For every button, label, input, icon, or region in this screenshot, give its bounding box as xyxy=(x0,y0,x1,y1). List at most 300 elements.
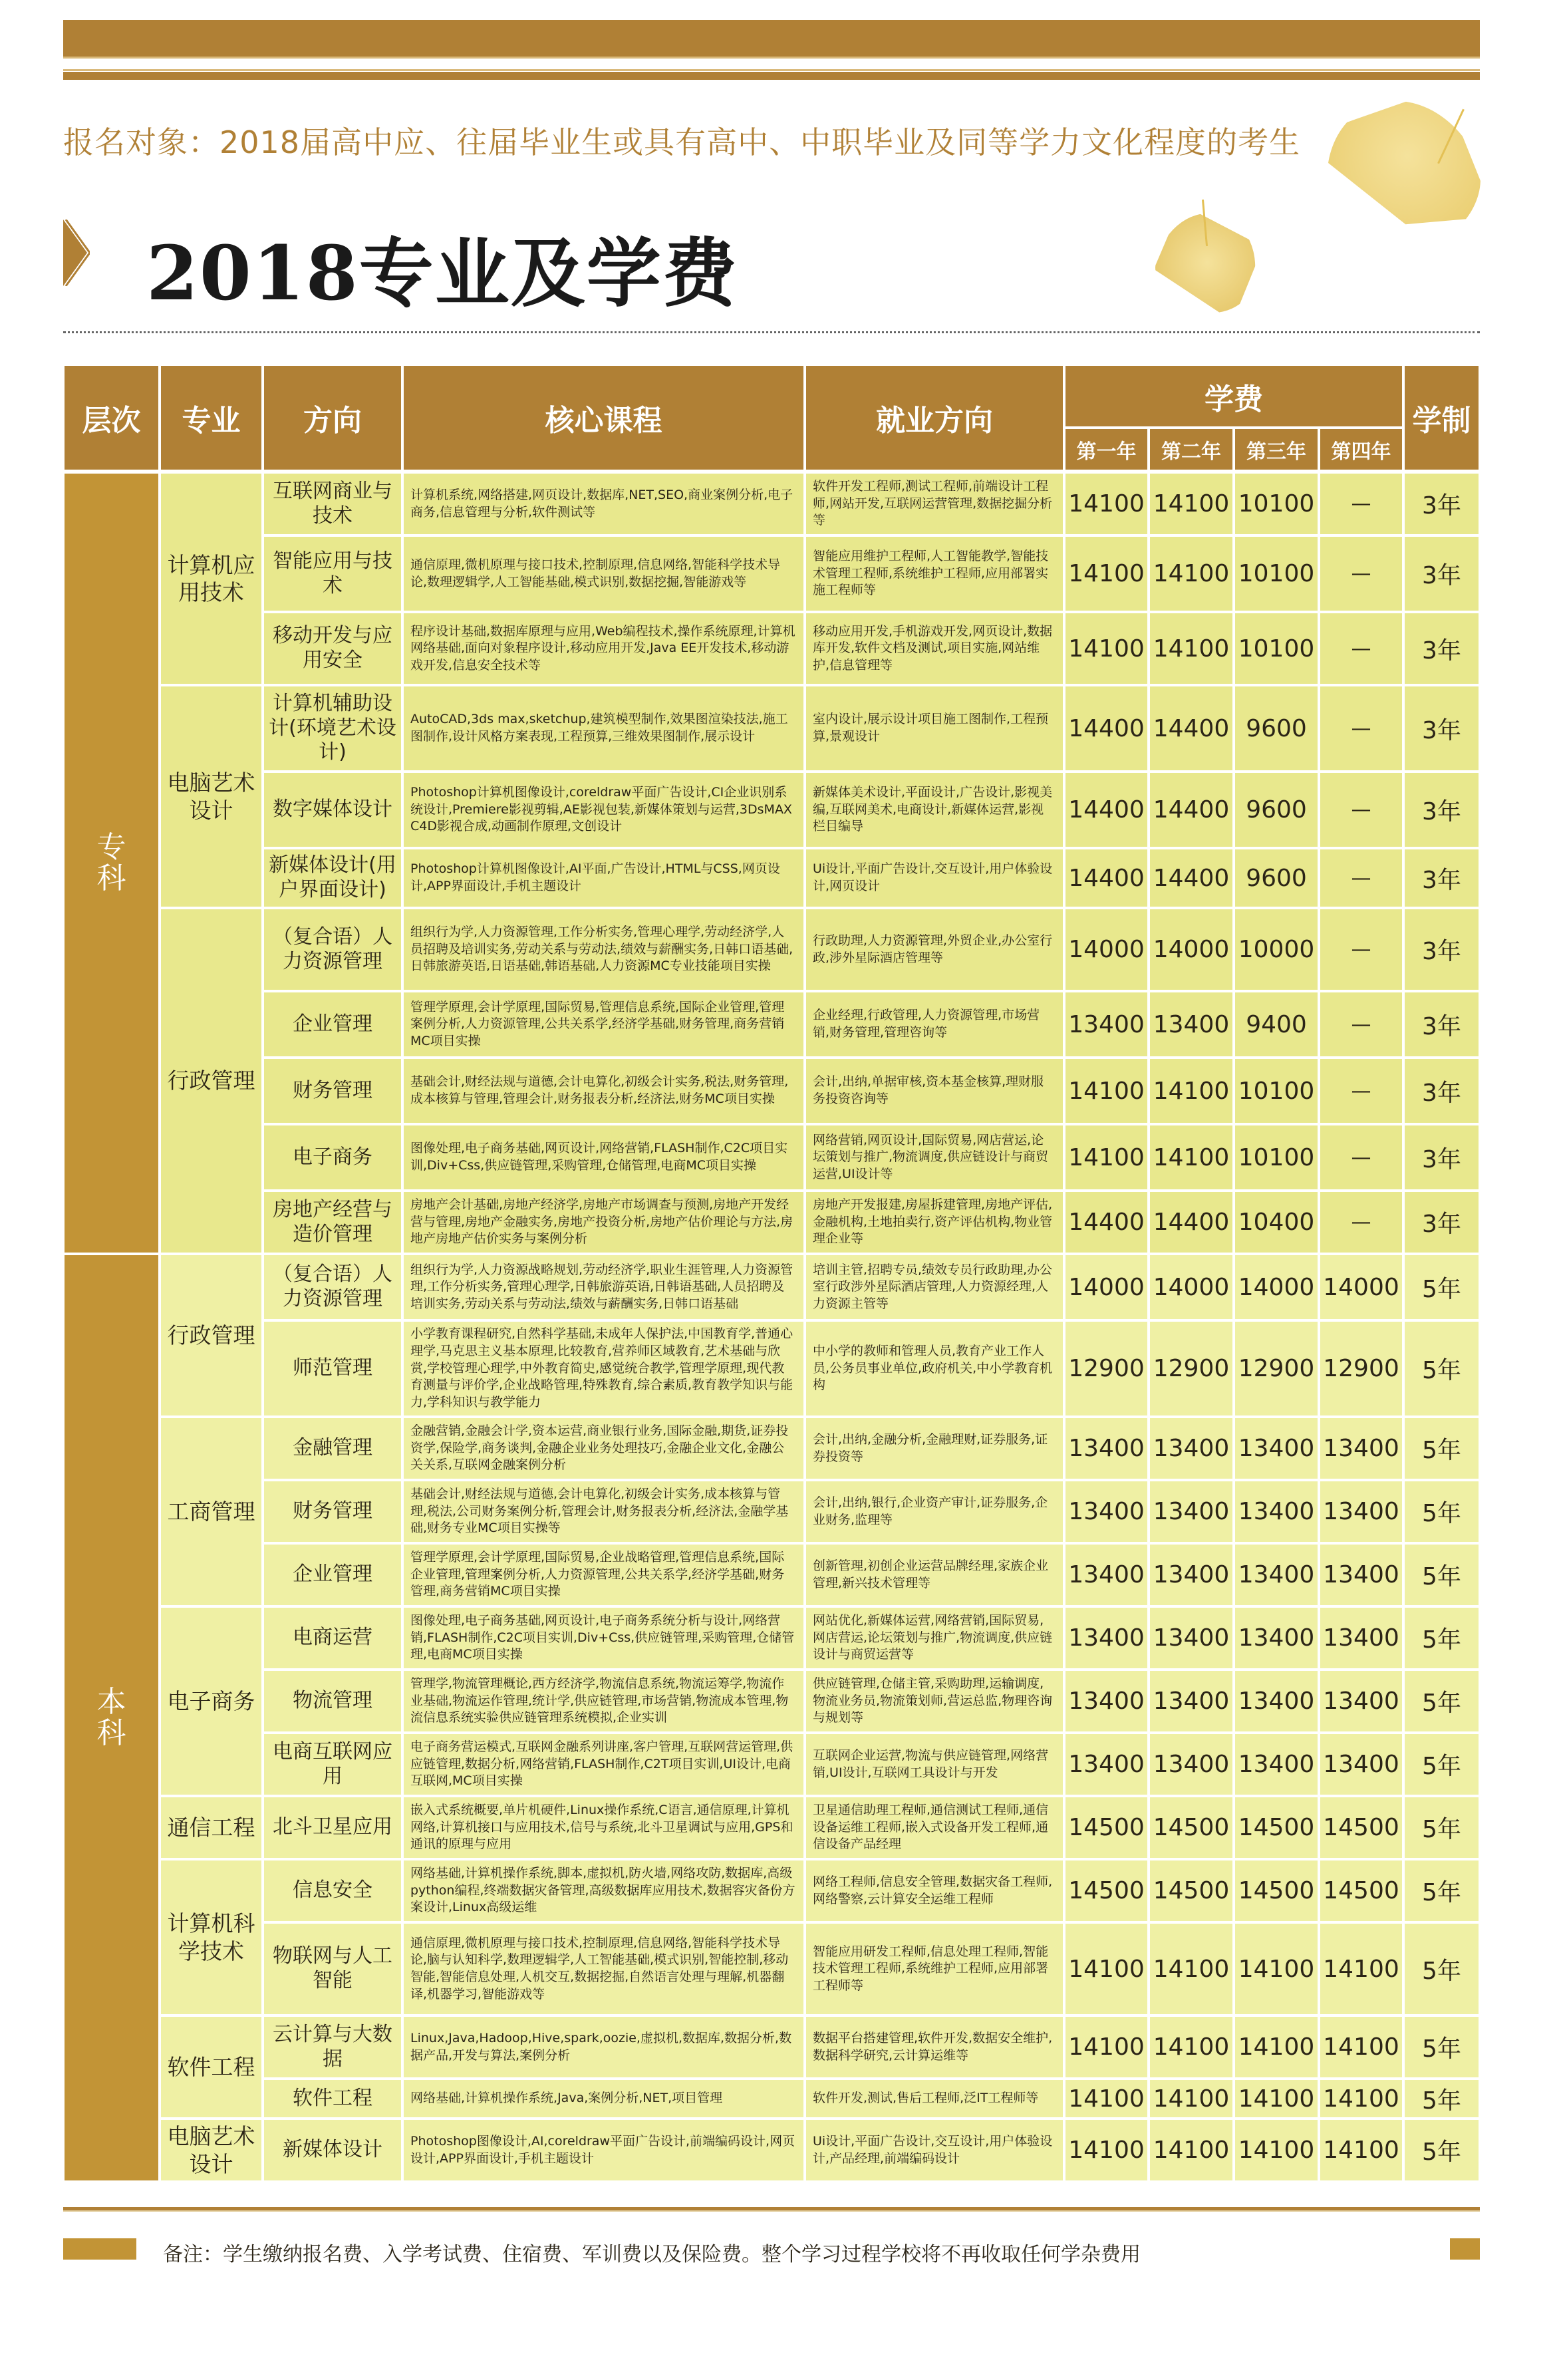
tuition-year1-cell xyxy=(1064,991,1149,1058)
tuition-year1-cell xyxy=(1064,772,1149,848)
tuition-year4-cell-text: 13400 xyxy=(1323,1498,1399,1525)
tuition-year2-cell-text: 12900 xyxy=(1153,1355,1230,1382)
career-cell xyxy=(805,612,1064,685)
core-courses-cell xyxy=(402,772,805,848)
tuition-year3-cell xyxy=(1234,2119,1319,2182)
tuition-year1-cell xyxy=(1064,612,1149,685)
tuition-year1-cell-text: 14500 xyxy=(1068,1814,1145,1841)
major-cell xyxy=(160,2015,263,2119)
tuition-year3-cell-text: 10400 xyxy=(1238,1209,1315,1236)
direction-cell-text: 财务管理 xyxy=(293,1078,372,1102)
core-courses-cell-text: 程序设计基础,数据库原理与应用,Web编程技术,操作系统原理,计算机网络基础,面向对象程序设计,移动应用开发,Java EE开发技术,移动游戏开发,信息安全技术等 xyxy=(410,623,795,672)
tuition-year2-cell xyxy=(1149,991,1234,1058)
tuition-year4-cell xyxy=(1319,1417,1403,1480)
tuition-year2-cell-text: 14100 xyxy=(1153,2085,1230,2113)
tuition-year1-cell xyxy=(1064,1254,1149,1320)
career-cell xyxy=(805,1859,1064,1922)
tuition-year1-cell-text: 13400 xyxy=(1068,1498,1145,1525)
tuition-year2-cell xyxy=(1149,1254,1234,1320)
duration-cell-text: 5年 xyxy=(1422,1437,1461,1464)
core-courses-cell-text: 计算机系统,网络搭建,网页设计,数据库,NET,SEO,商业案例分析,电子商务,信息管理与分析,软件测试等 xyxy=(410,487,793,520)
tuition-year4-cell-text: — xyxy=(1351,1012,1371,1036)
direction-cell xyxy=(263,1796,402,1859)
career-cell-text: 会计,出纳,金融分析,金融理财,证券服务,证券投资等 xyxy=(813,1431,1048,1464)
tuition-year1-cell xyxy=(1064,1796,1149,1859)
direction-cell-text: （复合语）人力资源管理 xyxy=(273,925,392,973)
career-cell xyxy=(805,1733,1064,1796)
tuition-year1-cell xyxy=(1064,1670,1149,1733)
core-courses-cell-text: Linux,Java,Hadoop,Hive,spark,oozie,虚拟机,数据库,数据分析,数据产品,开发与算法,案例分析 xyxy=(410,2030,792,2063)
tuition-year1-cell xyxy=(1064,1124,1149,1191)
duration-cell-text: 5年 xyxy=(1422,2087,1461,2115)
core-courses-cell xyxy=(402,1191,805,1254)
career-cell xyxy=(805,848,1064,908)
tuition-year3-cell-text: 13400 xyxy=(1238,1561,1315,1588)
major-cell-text: 电脑艺术设计 xyxy=(167,2123,255,2177)
major-cell-text: 电子商务 xyxy=(167,1688,255,1714)
tuition-year4-cell-text: 14100 xyxy=(1323,2085,1399,2113)
direction-cell xyxy=(263,1670,402,1733)
core-courses-cell-text: 基础会计,财经法规与道德,会计电算化,初级会计实务,税法,财务管理,成本核算与管理,管理会计,财务报表分析,经济法,财务MC项目实操 xyxy=(410,1074,789,1106)
tuition-year2-cell-text: 13400 xyxy=(1153,1751,1230,1778)
tuition-year1-cell xyxy=(1064,1417,1149,1480)
tuition-year1-cell-text: 13400 xyxy=(1068,1561,1145,1588)
core-courses-cell xyxy=(402,1859,805,1922)
top-decorative-bar xyxy=(63,20,1480,57)
header-direction-text: 方向 xyxy=(303,404,362,438)
career-cell xyxy=(805,1796,1064,1859)
tuition-year3-cell-text: 10100 xyxy=(1238,490,1315,518)
career-cell xyxy=(805,2119,1064,2182)
tuition-year3-cell-text: 9600 xyxy=(1246,864,1307,892)
tuition-year4-cell xyxy=(1319,685,1403,772)
tuition-year2-cell xyxy=(1149,1320,1234,1417)
header-year4 xyxy=(1319,428,1403,471)
tuition-year1-cell xyxy=(1064,685,1149,772)
tuition-year4-cell xyxy=(1319,1670,1403,1733)
title-arrow-outline-icon xyxy=(63,220,90,286)
tuition-year3-cell xyxy=(1234,1606,1319,1670)
header-level-text: 层次 xyxy=(82,404,141,438)
core-courses-cell xyxy=(402,1606,805,1670)
tuition-year4-cell-text: — xyxy=(1351,492,1371,516)
tuition-year1-cell-text: 13400 xyxy=(1068,1435,1145,1462)
tuition-year2-cell xyxy=(1149,1480,1234,1543)
duration-cell xyxy=(1403,1859,1480,1922)
header-year4-text: 第四年 xyxy=(1331,440,1391,464)
tuition-year3-cell xyxy=(1234,908,1319,991)
tuition-year3-cell xyxy=(1234,535,1319,612)
core-courses-cell-text: 金融营销,金融会计学,资本运营,商业银行业务,国际金融,期货,证券投资学,保险学,商务谈判,金融企业业务处理技巧,金融企业文化,金融公关关系,互联网金融案例分析 xyxy=(410,1423,789,1473)
tuition-year2-cell-text: 14400 xyxy=(1153,864,1230,892)
tuition-year2-cell xyxy=(1149,2079,1234,2119)
tuition-year4-cell-text: — xyxy=(1351,1079,1371,1103)
level-cell-text: 专科 xyxy=(96,830,126,895)
major-cell xyxy=(160,2119,263,2182)
core-courses-cell xyxy=(402,2079,805,2119)
tuition-year1-cell-text: 14100 xyxy=(1068,2137,1145,2164)
tuition-year2-cell xyxy=(1149,1606,1234,1670)
major-cell-text: 电脑艺术设计 xyxy=(167,770,255,823)
tuition-year3-cell-text: 10100 xyxy=(1238,635,1315,663)
tuition-year4-cell-text: — xyxy=(1351,866,1371,890)
core-courses-cell-text: 组织行为学,人力资源管理,工作分析实务,管理心理学,劳动经济学,人员招聘及培训实务,劳动关系与劳动法,绩效与薪酬实务,日韩口语基础,日韩旅游英语,日语基础,韩语基础,人力资源MC专业技能项目实操 xyxy=(410,925,793,974)
tuition-year4-cell xyxy=(1319,1606,1403,1670)
tuition-year2-cell-text: 14100 xyxy=(1153,635,1230,663)
tuition-year4-cell-text: 13400 xyxy=(1323,1624,1399,1652)
direction-cell-text: 软件工程 xyxy=(293,2086,372,2110)
direction-cell xyxy=(263,908,402,991)
core-courses-cell-text: 图像处理,电子商务基础,网页设计,电子商务系统分析与设计,网络营销,FLASH制作,C2C项目实训,Div+Css,供应链管理,采购管理,仓储管理,电商MC项目实操 xyxy=(410,1613,795,1662)
core-courses-cell-text: 通信原理,微机原理与接口技术,控制原理,信息网络,智能科学技术导论,数理逻辑学,人工智能基础,模式识别,数据挖掘,智能游戏等 xyxy=(410,557,781,589)
major-cell xyxy=(160,685,263,908)
tuition-year1-cell xyxy=(1064,1922,1149,2015)
duration-cell-text: 3年 xyxy=(1422,866,1461,894)
tuition-year1-cell xyxy=(1064,1320,1149,1417)
direction-cell-text: 计算机辅助设计(环境艺术设计) xyxy=(269,692,396,764)
tuition-year4-cell-text: 13400 xyxy=(1323,1435,1399,1462)
tuition-year2-cell-text: 14500 xyxy=(1153,1814,1230,1841)
duration-cell-text: 5年 xyxy=(1422,1563,1461,1590)
direction-cell-text: 房地产经营与造价管理 xyxy=(273,1197,392,1246)
title-divider xyxy=(63,331,1480,333)
duration-cell xyxy=(1403,1191,1480,1254)
tuition-year4-cell xyxy=(1319,1124,1403,1191)
tuition-year2-cell xyxy=(1149,472,1234,535)
level-cell-text: 本科 xyxy=(96,1685,126,1750)
header-careers-text: 就业方向 xyxy=(876,404,993,438)
tuition-year4-cell-text: 13400 xyxy=(1323,1751,1399,1778)
duration-cell xyxy=(1403,1124,1480,1191)
tuition-year2-cell xyxy=(1149,1058,1234,1124)
footnote: 备注：学生缴纳报名费、入学考试费、住宿费、军训费以及保险费。整个学习过程学校将不再收取任何学杂费用 xyxy=(163,2243,1141,2266)
core-courses-cell xyxy=(402,535,805,612)
career-cell xyxy=(805,1670,1064,1733)
direction-cell-text: 移动开发与应用安全 xyxy=(273,624,392,672)
tuition-year3-cell xyxy=(1234,1733,1319,1796)
core-courses-cell xyxy=(402,1480,805,1543)
core-courses-cell-text: 通信原理,微机原理与接口技术,控制原理,信息网络,智能科学技术导论,脑与认知科学,数理逻辑学,人工智能基础,模式识别,智能控制,移动智能,智能信息处理,人机交互,数据挖掘,自然语言处理与理解,机器翻译,机器学习,智能游戏等 xyxy=(410,1935,789,2002)
tuition-year4-cell-text: — xyxy=(1351,1145,1371,1169)
direction-cell xyxy=(263,1606,402,1670)
header-level xyxy=(63,365,160,471)
core-courses-cell-text: 网络基础,计算机操作系统,Java,案例分析,NET,项目管理 xyxy=(410,2091,723,2106)
duration-cell xyxy=(1403,772,1480,848)
tuition-year2-cell xyxy=(1149,1733,1234,1796)
duration-cell xyxy=(1403,2079,1480,2119)
direction-cell-text: 数字媒体设计 xyxy=(273,798,392,821)
core-courses-cell-text: 小学教育课程研究,自然科学基础,未成年人保护法,中国教育学,普通心理学,马克思主义基本原理,比较教育,营养师区域教育,艺术基础与欣赏,学校管理心理学,中外教育简史,感觉统合教学,管理学原理,现代教育测量与评价学,企业战略管理,特殊教育,综合素质,教育教学知识与能力,学科知识与教学能力 xyxy=(410,1326,793,1410)
tuition-year3-cell xyxy=(1234,1058,1319,1124)
direction-cell-text: 物流管理 xyxy=(293,1689,372,1713)
duration-cell-text: 3年 xyxy=(1422,637,1461,665)
core-courses-cell xyxy=(402,1058,805,1124)
tuition-year2-cell-text: 13400 xyxy=(1153,1624,1230,1652)
tuition-year3-cell xyxy=(1234,1254,1319,1320)
core-courses-cell-text: 基础会计,财经法规与道德,会计电算化,初级会计实务,成本核算与管理,税法,公司财务案例分析,管理会计,财务报表分析,经济法,金融学基础,财务专业MC项目实操等 xyxy=(410,1487,789,1536)
tuition-year4-cell-text: 13400 xyxy=(1323,1561,1399,1588)
tuition-year4-cell-text: — xyxy=(1351,637,1371,661)
tuition-year3-cell xyxy=(1234,685,1319,772)
duration-cell xyxy=(1403,472,1480,535)
direction-cell-text: 智能应用与技术 xyxy=(273,549,392,597)
tuition-year4-cell-text: — xyxy=(1351,562,1371,585)
core-courses-cell-text: 嵌入式系统概要,单片机硬件,Linux操作系统,C语言,通信原理,计算机网络,计算机接口与应用技术,信号与系统,北斗卫星调试与应用,GPS和通讯的原理与应用 xyxy=(410,1803,793,1852)
duration-cell xyxy=(1403,848,1480,908)
tuition-year3-cell-text: 12900 xyxy=(1238,1355,1315,1382)
core-courses-cell xyxy=(402,2119,805,2182)
tuition-year1-cell-text: 14100 xyxy=(1068,1955,1145,1983)
duration-cell-text: 3年 xyxy=(1422,562,1461,589)
tuition-year1-cell xyxy=(1064,2015,1149,2079)
duration-cell-text: 5年 xyxy=(1422,2035,1461,2063)
tuition-year4-cell-text: — xyxy=(1351,716,1371,740)
duration-cell xyxy=(1403,1254,1480,1320)
major-cell-text: 计算机应用技术 xyxy=(167,551,255,605)
direction-cell xyxy=(263,1191,402,1254)
tuition-year2-cell xyxy=(1149,1417,1234,1480)
tuition-year3-cell-text: 13400 xyxy=(1238,1688,1315,1715)
duration-cell-text: 5年 xyxy=(1422,2139,1461,2166)
header-direction xyxy=(263,365,402,471)
header-major-text: 专业 xyxy=(182,404,241,438)
direction-cell-text: 信息安全 xyxy=(293,1878,372,1902)
tuition-year4-cell xyxy=(1319,772,1403,848)
tuition-year2-cell-text: 13400 xyxy=(1153,1688,1230,1715)
core-courses-cell xyxy=(402,1670,805,1733)
tuition-year2-cell-text: 13400 xyxy=(1153,1010,1230,1038)
tuition-year3-cell xyxy=(1234,2015,1319,2079)
ginkgo-leaf-icon xyxy=(1146,202,1268,324)
tuition-year2-cell-text: 14400 xyxy=(1153,796,1230,823)
tuition-year4-cell xyxy=(1319,1796,1403,1859)
tuition-year3-cell-text: 9600 xyxy=(1246,796,1307,823)
direction-cell-text: 互联网商业与技术 xyxy=(273,479,392,527)
duration-cell-text: 5年 xyxy=(1422,1357,1461,1384)
duration-cell xyxy=(1403,1417,1480,1480)
career-cell-text: 移动应用开发,手机游戏开发,网页设计,数据库开发,软件文档及测试,项目实施,网站维护,信息管理等 xyxy=(813,623,1053,672)
career-cell-text: 企业经理,行政管理,人力资源管理,市场营销,财务管理,管理咨询等 xyxy=(813,1008,1040,1040)
tuition-year3-cell xyxy=(1234,612,1319,685)
major-cell xyxy=(160,1796,263,1859)
career-cell-text: 智能应用维护工程师,人工智能教学,智能技术管理工程师,系统维护工程师,应用部署实施工程师等 xyxy=(813,549,1049,598)
tuition-year1-cell xyxy=(1064,908,1149,991)
tuition-year4-cell xyxy=(1319,1543,1403,1606)
duration-cell-text: 5年 xyxy=(1422,1500,1461,1527)
tuition-year2-cell-text: 14100 xyxy=(1153,1077,1230,1105)
direction-cell xyxy=(263,2079,402,2119)
tuition-year3-cell xyxy=(1234,1191,1319,1254)
tuition-year4-cell xyxy=(1319,1320,1403,1417)
tuition-year3-cell xyxy=(1234,1480,1319,1543)
header-courses xyxy=(402,365,805,471)
tuition-year3-cell-text: 14100 xyxy=(1238,2085,1315,2113)
tuition-year2-cell-text: 14100 xyxy=(1153,560,1230,587)
tuition-year4-cell xyxy=(1319,848,1403,908)
direction-cell-text: 财务管理 xyxy=(293,1499,372,1523)
career-cell xyxy=(805,535,1064,612)
header-tuition-text: 学费 xyxy=(1205,382,1263,416)
career-cell xyxy=(805,772,1064,848)
tuition-year4-cell-text: 14500 xyxy=(1323,1814,1399,1841)
career-cell xyxy=(805,1543,1064,1606)
tuition-year4-cell xyxy=(1319,1254,1403,1320)
career-cell-text: 智能应用研发工程师,信息处理工程师,智能技术管理工程师,系统维护工程师,应用部署工程师等 xyxy=(813,1944,1049,1993)
page-title: 2018专业及学费 xyxy=(146,230,738,317)
tuition-year2-cell xyxy=(1149,685,1234,772)
tuition-year3-cell xyxy=(1234,1922,1319,2015)
career-cell-text: 行政助理,人力资源管理,外贸企业,办公室行政,涉外星际酒店管理等 xyxy=(813,933,1053,965)
tuition-year1-cell-text: 14500 xyxy=(1068,1877,1145,1904)
major-cell xyxy=(160,908,263,1254)
tuition-year2-cell xyxy=(1149,1124,1234,1191)
duration-cell xyxy=(1403,1670,1480,1733)
career-cell-text: 互联网企业运营,物流与供应链管理,网络营销,UI设计,互联网工具设计与开发 xyxy=(813,1747,1049,1780)
tuition-year4-cell xyxy=(1319,1191,1403,1254)
tuition-year2-cell-text: 14400 xyxy=(1153,1209,1230,1236)
career-cell-text: 数据平台搭建管理,软件开发,数据安全维护,数据科学研究,云计算运维等 xyxy=(813,2030,1053,2063)
footnote-marker-right xyxy=(1450,2238,1480,2260)
tuition-year1-cell xyxy=(1064,1733,1149,1796)
footnote-marker-left xyxy=(63,2238,136,2260)
tuition-year3-cell xyxy=(1234,1796,1319,1859)
tuition-year4-cell xyxy=(1319,612,1403,685)
tuition-year4-cell xyxy=(1319,2015,1403,2079)
tuition-year2-cell-text: 14400 xyxy=(1153,714,1230,742)
bottom-divider-light xyxy=(63,2210,1480,2212)
career-cell xyxy=(805,991,1064,1058)
tuition-year3-cell-text: 9400 xyxy=(1246,1010,1307,1038)
core-courses-cell xyxy=(402,1796,805,1859)
tuition-year1-cell-text: 14000 xyxy=(1068,936,1145,963)
core-courses-cell-text: Photoshop计算机图像设计,AI平面,广告设计,HTML与CSS,网页设计,APP界面设计,手机主题设计 xyxy=(410,861,780,893)
career-cell xyxy=(805,472,1064,535)
career-cell-text: 供应链管理,仓储主管,采购助理,运输调度,物流业务员,物流策划师,营运总监,物理咨询与规划等 xyxy=(813,1676,1053,1725)
direction-cell xyxy=(263,1058,402,1124)
direction-cell xyxy=(263,1254,402,1320)
core-courses-cell-text: 管理学原理,会计学原理,国际贸易,企业战略管理,管理信息系统,国际企业管理,管理案例分析,人力资源管理,公共关系学,经济学基础,财务管理,商务营销MC项目实操 xyxy=(410,1550,785,1599)
duration-cell-text: 3年 xyxy=(1422,1079,1461,1107)
tuition-year1-cell-text: 13400 xyxy=(1068,1751,1145,1778)
tuition-year4-cell xyxy=(1319,535,1403,612)
tuition-year2-cell-text: 14000 xyxy=(1153,936,1230,963)
career-cell-text: Ui设计,平面广告设计,交互设计,用户体验设计,产品经理,前端编码设计 xyxy=(813,2133,1053,2166)
direction-cell xyxy=(263,1320,402,1417)
duration-cell xyxy=(1403,2015,1480,2079)
tuition-year1-cell xyxy=(1064,2079,1149,2119)
core-courses-cell-text: 管理学,物流管理概论,西方经济学,物流信息系统,物流运筹学,物流作业基础,物流运作管理,统计学,供应链管理,市场营销,物流成本管理,物流信息系统实验供应链管理系统模拟,企业实训 xyxy=(410,1676,789,1725)
direction-cell-text: 物联网与人工智能 xyxy=(273,1944,392,1992)
career-cell xyxy=(805,1191,1064,1254)
tuition-year3-cell-text: 13400 xyxy=(1238,1751,1315,1778)
tuition-year3-cell-text: 14100 xyxy=(1238,2033,1315,2061)
career-cell-text: 新媒体美术设计,平面设计,广告设计,影视美编,互联网美术,电商设计,新媒体运营,影视栏目编导 xyxy=(813,785,1053,834)
direction-cell xyxy=(263,612,402,685)
career-cell-text: Ui设计,平面广告设计,交互设计,用户体验设计,网页设计 xyxy=(813,861,1053,893)
career-cell-text: 卫星通信助理工程师,通信测试工程师,通信设备运维工程师,嵌入式设备开发工程师,通信设备产品经理 xyxy=(813,1803,1049,1852)
career-cell-text: 中小学的教师和管理人员,教育产业工作人员,公务员事业单位,政府机关,中小学教育机构 xyxy=(813,1344,1053,1393)
tuition-year1-cell xyxy=(1064,1606,1149,1670)
direction-cell-text: 新媒体设计 xyxy=(283,2138,382,2162)
core-courses-cell xyxy=(402,1543,805,1606)
career-cell-text: 网站优化,新媒体运营,网络营销,国际贸易,网店营运,论坛策划与推广,物流调度,供应链设计与商贸运营等 xyxy=(813,1613,1053,1662)
major-cell-text: 行政管理 xyxy=(167,1068,255,1094)
career-cell-text: 软件开发工程师,测试工程师,前端设计工程师,网站开发,互联网运营管理,数据挖掘分析等 xyxy=(813,479,1053,528)
tuition-year1-cell xyxy=(1064,1058,1149,1124)
header-year1-text: 第一年 xyxy=(1076,440,1137,464)
header-year2 xyxy=(1149,428,1234,471)
duration-cell-text: 5年 xyxy=(1422,1816,1461,1843)
duration-cell xyxy=(1403,1320,1480,1417)
career-cell xyxy=(805,1480,1064,1543)
tuition-year4-cell xyxy=(1319,991,1403,1058)
tuition-year1-cell-text: 14100 xyxy=(1068,1143,1145,1171)
tuition-year1-cell-text: 14400 xyxy=(1068,1209,1145,1236)
tuition-year4-cell xyxy=(1319,908,1403,991)
core-courses-cell xyxy=(402,1922,805,2015)
tuition-year1-cell-text: 14100 xyxy=(1068,490,1145,518)
tuition-year4-cell-text: — xyxy=(1351,938,1371,961)
core-courses-cell-text: 图像处理,电子商务基础,网页设计,网络营销,FLASH制作,C2C项目实训,Div+Css,供应链管理,采购管理,仓储管理,电商MC项目实操 xyxy=(410,1141,788,1173)
direction-cell-text: 企业管理 xyxy=(293,1012,372,1036)
tuition-year2-cell xyxy=(1149,2015,1234,2079)
level-cell xyxy=(63,472,160,1254)
direction-cell xyxy=(263,772,402,848)
duration-cell xyxy=(1403,991,1480,1058)
direction-cell xyxy=(263,1480,402,1543)
duration-cell xyxy=(1403,1922,1480,2015)
header-tuition xyxy=(1064,365,1403,428)
core-courses-cell-text: 房地产会计基础,房地产经济学,房地产市场调查与预测,房地产开发经营与管理,房地产金融实务,房地产投资分析,房地产估价理论与方法,房地产房地产估价实务与案例分析 xyxy=(410,1197,793,1247)
major-cell xyxy=(160,1606,263,1796)
direction-cell xyxy=(263,1543,402,1606)
tuition-year2-cell xyxy=(1149,1859,1234,1922)
direction-cell-text: 电子商务 xyxy=(293,1145,372,1169)
direction-cell xyxy=(263,2015,402,2079)
tuition-year1-cell-text: 14100 xyxy=(1068,2033,1145,2061)
tuition-year3-cell xyxy=(1234,2079,1319,2119)
core-courses-cell-text: 管理学原理,会计学原理,国际贸易,管理信息系统,国际企业管理,管理案例分析,人力资源管理,公共关系学,经济学基础,财务管理,商务营销MC项目实操 xyxy=(410,999,785,1048)
tuition-year1-cell-text: 13400 xyxy=(1068,1010,1145,1038)
duration-cell-text: 5年 xyxy=(1422,1690,1461,1717)
direction-cell-text: 金融管理 xyxy=(293,1436,372,1460)
tuition-year2-cell xyxy=(1149,1922,1234,2015)
duration-cell-text: 3年 xyxy=(1422,798,1461,825)
top-decorative-line xyxy=(63,69,1480,71)
career-cell xyxy=(805,1417,1064,1480)
tuition-year1-cell-text: 14400 xyxy=(1068,864,1145,892)
tuition-year1-cell-text: 13400 xyxy=(1068,1624,1145,1652)
ginkgo-leaf-icon xyxy=(1298,74,1502,278)
tuition-year2-cell-text: 14500 xyxy=(1153,1877,1230,1904)
tuition-year2-cell xyxy=(1149,1796,1234,1859)
tuition-year1-cell xyxy=(1064,472,1149,535)
major-cell-text: 工商管理 xyxy=(167,1498,255,1525)
tuition-year2-cell xyxy=(1149,1543,1234,1606)
tuition-year3-cell-text: 14500 xyxy=(1238,1877,1315,1904)
tuition-year3-cell-text: 14100 xyxy=(1238,2137,1315,2164)
career-cell xyxy=(805,1320,1064,1417)
direction-cell xyxy=(263,2119,402,2182)
header-courses-text: 核心课程 xyxy=(545,404,662,438)
tuition-year4-cell xyxy=(1319,1058,1403,1124)
duration-cell-text: 3年 xyxy=(1422,938,1461,965)
direction-cell xyxy=(263,535,402,612)
core-courses-cell xyxy=(402,685,805,772)
duration-cell-text: 5年 xyxy=(1422,1626,1461,1654)
tuition-year1-cell-text: 14400 xyxy=(1068,796,1145,823)
career-cell xyxy=(805,1922,1064,2015)
